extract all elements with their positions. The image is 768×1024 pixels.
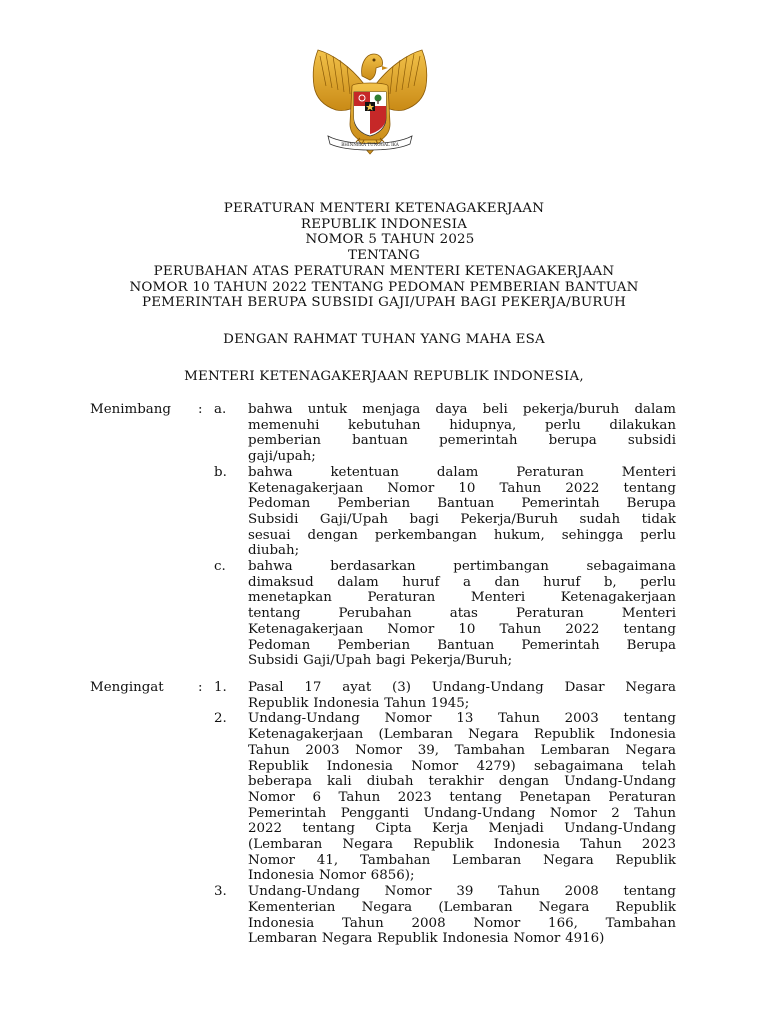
title-line-6: NOMOR 10 TAHUN 2022 TENTANG PEDOMAN PEMBERIAN BANTUAN [129,279,639,295]
menimbang-item [90,559,676,669]
text-line: diubah; [248,543,300,559]
menimbang-item-marker: a. [214,402,227,417]
text-line: 2022 tentang Cipta Kerja Menjadi Undang-Undang [248,821,676,837]
text-line: Nomor 41, Tambahan Lembaran Negara Republik [248,852,676,868]
label-spacer [90,465,198,559]
menimbang-section [90,402,676,669]
title-line-2: REPUBLIK INDONESIA [300,216,468,232]
text-line: Subsidi Gaji/Upah bagi Pekerja/Buruh sudah tidak [248,511,676,527]
emblem-motto: BHINNEKA TUNGGAL IKA [341,142,399,147]
document-header [0,201,768,384]
minister-line: MENTERI KETENAGAKERJAAN REPUBLIK INDONESIA, [184,368,584,384]
text-line: beberapa kali diubah terakhir dengan Undang-Undang [248,774,676,790]
text-line: Republik Indonesia Tahun 1945; [248,695,470,711]
mengingat-item [90,711,676,884]
text-line: Indonesia Nomor 6856); [248,868,415,884]
menimbang-item-marker: b. [214,464,227,480]
text-line: gaji/upah; [248,449,316,465]
menimbang-item-marker: c. [214,559,226,575]
mengingat-colon: : [198,680,203,695]
text-line: (Lembaran Negara Republik Indonesia Tahun 2023 [248,837,676,853]
text-line: Ketenagakerjaan (Lembaran Negara Republik Indonesia [248,727,676,743]
colon-spacer [198,884,214,947]
mengingat-item [90,680,676,711]
colon-spacer [198,559,214,669]
mengingat-item [90,884,676,947]
text-line: bahwa untuk menjaga daya beli pekerja/buruh dalam [248,402,676,417]
colon-spacer [198,465,214,559]
menimbang-label: Menimbang [90,402,171,417]
text-line: Pedoman Pemberian Bantuan Pemerintah Berupa [248,637,676,653]
mengingat-item-marker: 3. [214,884,227,900]
text-line: pemberian bantuan pemerintah berupa subsidi [248,433,676,449]
mengingat-item-marker: 1. [214,680,227,695]
text-line: dimaksud dalam huruf a dan huruf b, perlu [248,574,676,590]
garuda-emblem-icon [306,46,434,158]
title-line-7: PEMERINTAH BERUPA SUBSIDI GAJI/UPAH BAGI PEKERJA/BURUH [141,295,627,311]
mengingat-item-marker: 2. [214,711,227,727]
text-line: menetapkan Peraturan Menteri Ketenagakerjaan [248,590,676,606]
text-line: sesuai dengan perkembangan hukum, sehingga perlu [248,527,676,543]
invocation-line: DENGAN RAHMAT TUHAN YANG MAHA ESA [223,331,545,347]
text-line: Tahun 2003 Nomor 39, Tambahan Lembaran Negara [248,742,676,758]
label-spacer [90,559,198,669]
label-spacer [90,884,198,947]
text-line: Subsidi Gaji/Upah bagi Pekerja/Buruh; [248,653,513,669]
label-spacer [90,711,198,884]
colon-spacer [198,711,214,884]
text-line: Ketenagakerjaan Nomor 10 Tahun 2022 tentang [248,480,676,496]
mengingat-item-text [248,711,676,884]
text-line: tentang Perubahan atas Peraturan Menteri [248,606,676,622]
text-line: Undang-Undang Nomor 13 Tahun 2003 tentang [248,711,676,727]
text-line: Pedoman Pemberian Bantuan Pemerintah Berupa [248,496,676,512]
title-line-5: PERUBAHAN ATAS PERATURAN MENTERI KETENAGAKERJAAN [153,263,615,279]
title-line-4: TENTANG [347,248,421,264]
text-line: Republik Indonesia Nomor 4279) sebagaimana telah [248,758,676,774]
title-line-1: PERATURAN MENTERI KETENAGAKERJAAN [223,201,545,216]
text-line: Undang-Undang Nomor 39 Tahun 2008 tentang [248,884,676,900]
text-line: memenuhi kebutuhan hidupnya, perlu dilakukan [248,417,676,433]
menimbang-item-text [248,559,676,669]
mengingat-item-text [248,680,676,711]
menimbang-item-text [248,402,676,465]
mengingat-label: Mengingat [90,680,164,695]
text-line: Ketenagakerjaan Nomor 10 Tahun 2022 tentang [248,621,676,637]
mengingat-item-text [248,884,676,947]
text-line: Pasal 17 ayat (3) Undang-Undang Dasar Negara [248,680,676,695]
menimbang-colon: : [198,402,203,417]
title-line-3: NOMOR 5 TAHUN 2025 [305,232,475,248]
text-line: Lembaran Negara Republik Indonesia Nomor 4916) [248,931,605,947]
text-line: Kementerian Negara (Lembaran Negara Republik [248,899,676,915]
menimbang-item [90,402,676,465]
text-line: Pemerintah Pengganti Undang-Undang Nomor 2 Tahun [248,805,676,821]
menimbang-item-text [248,465,676,559]
text-line: bahwa berdasarkan pertimbangan sebagaimana [248,559,676,575]
text-line: Nomor 6 Tahun 2023 tentang Penetapan Peraturan [248,789,676,805]
text-line: Indonesia Tahun 2008 Nomor 166, Tambahan [248,915,676,931]
menimbang-item [90,465,676,559]
mengingat-section [90,680,676,947]
text-line: bahwa ketentuan dalam Peraturan Menteri [248,464,676,480]
